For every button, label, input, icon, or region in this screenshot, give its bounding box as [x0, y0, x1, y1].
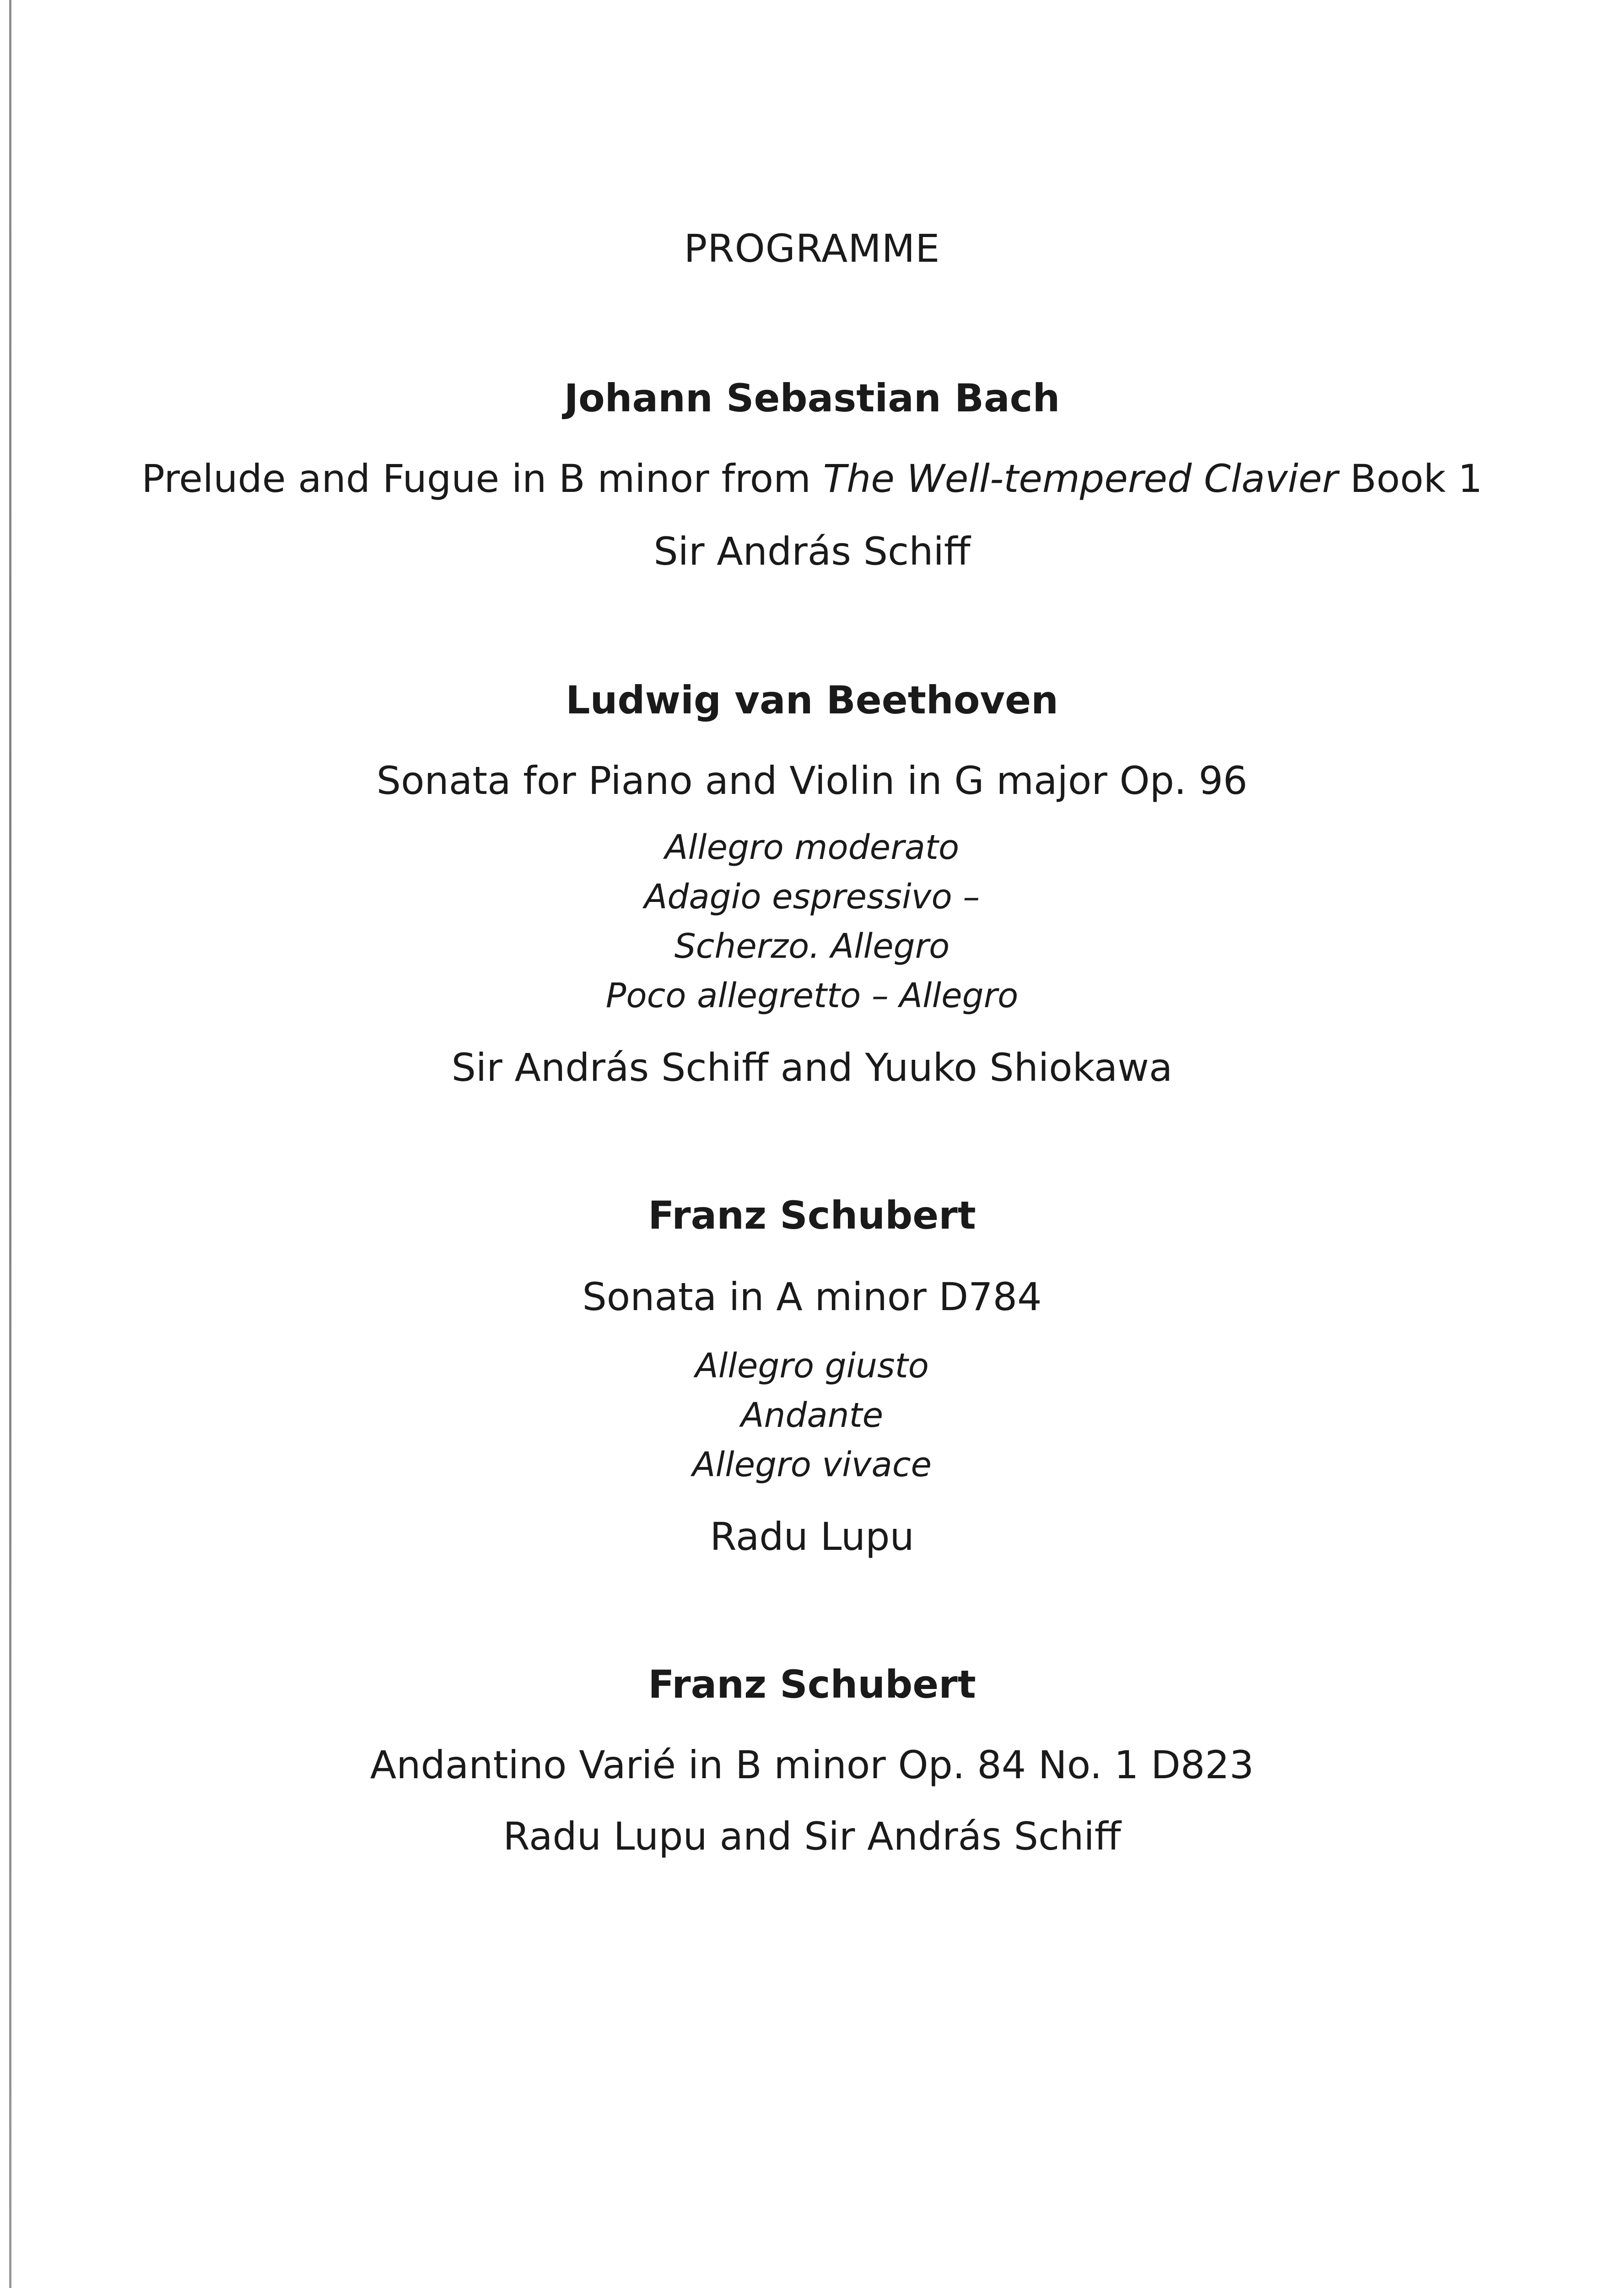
work-beethoven: Sonata for Piano and Violin in G major Op. 96	[376, 758, 1248, 803]
work-bach-pre: Prelude and Fugue in B minor from	[141, 456, 823, 501]
work-schubert-2: Andantino Varié in B minor Op. 84 No. 1 D823	[370, 1743, 1254, 1787]
composer-schubert-2: Franz Schubert	[648, 1662, 976, 1707]
composer-beethoven: Ludwig van Beethoven	[566, 678, 1058, 723]
composer-bach: Johann Sebastian Bach	[564, 376, 1060, 421]
performers-beethoven: Sir András Schiff and Yuuko Shiokawa	[451, 1045, 1173, 1090]
programme-heading: PROGRAMME	[684, 226, 940, 271]
composer-schubert-1: Franz Schubert	[648, 1193, 976, 1238]
movement-schubert-1: Allegro giusto	[695, 1346, 929, 1386]
performers-schubert-2: Radu Lupu and Sir András Schiff	[503, 1814, 1121, 1859]
movement-beethoven-1: Allegro moderato	[664, 828, 960, 867]
movement-schubert-3: Allegro vivace	[692, 1445, 932, 1484]
work-schubert-1: Sonata in A minor D784	[582, 1274, 1042, 1319]
scan-edge-shadow	[9, 0, 11, 2288]
performers-schubert-1: Radu Lupu	[710, 1514, 914, 1559]
work-bach-title-italic: The Well-tempered Clavier	[823, 456, 1338, 501]
movement-beethoven-2: Adagio espressivo –	[644, 877, 980, 917]
movement-beethoven-3: Scherzo. Allegro	[674, 927, 950, 966]
movement-beethoven-4: Poco allegretto – Allegro	[605, 976, 1019, 1015]
work-bach-post: Book 1	[1338, 456, 1483, 501]
performers-bach: Sir András Schiff	[653, 529, 971, 574]
movement-schubert-2: Andante	[740, 1396, 884, 1435]
work-bach	[0, 457, 1624, 501]
